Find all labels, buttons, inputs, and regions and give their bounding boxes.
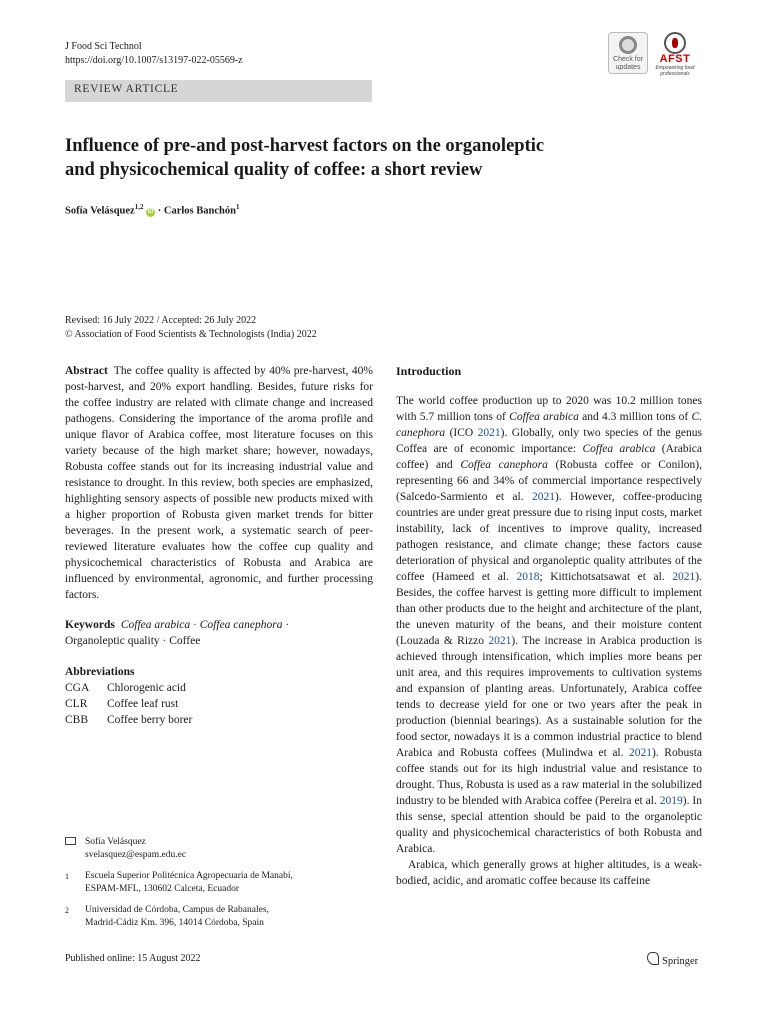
correspondence [65,836,365,862]
publisher-logo [647,952,698,967]
published-date: Published online: 15 August 2022 [65,953,201,964]
right-column [396,363,702,889]
affiliation-line-2: Madrid-Cádiz Km. 396, 14014 Córdoba, Spain [85,918,264,928]
citation-link[interactable]: 2021 [488,635,512,647]
journal-header [65,40,243,68]
article-type: REVIEW ARTICLE [74,83,179,95]
abbreviations-heading: Abbreviations [65,666,135,678]
keywords [65,617,373,649]
abbreviation-key: CGA [65,682,90,694]
abbreviation-key: CLR [65,698,88,710]
affiliation [65,870,365,896]
abbreviation-value: Coffee berry borer [107,714,193,726]
crossmark-label: Check for [613,56,643,63]
abbreviation-row [65,696,373,712]
affiliation-2 [65,904,365,930]
springer-horse-icon [647,952,659,965]
intro-paragraph: The world coffee production up to 2020 was 10.2 million tones with 5.7 million tons of Coffea arabica and 4.3 million tons of C. canephora (ICO 2021). Globally, only two species of the genus Coffea are of economic importance: Coffea arabica (Arabica coffee) and Coffea canephora (Robusta coffee or Conilon), representing 66 and 34% of commercial importance respectively (Salcedo-Sarmiento et al. 2021). However, coffee-producing countries are under great pressure due to rising input costs, market instability, lack of incentives to improve quality, increased pathogen resistance, and climate change; these factors cause deterioration of physical and organoleptic quality attributes of the coffee (Hameed et al. 2018; Kittichotsatsawat et al. 2021). Besides, the coffee harvest is getting more difficult to implement than other products due to the height and architecture of the plant, the uneven maturity of the beans, and their moisture content (Louzada & Rizzo 2021). The increase in Arabica production is achieved through intensification, which implies more beans per unit area, and this requires improvements to cultivation systems and expansion of planting areas. Unfortunately, Arabica coffee tends to decrease yield for one or two years after the peak in production (biennial bearings). As a sustainable solution for the food sector, nowadays it is a common industrial practice to blend Arabica and Robusta coffees (Mulindwa et al. 2021). Robusta coffee stands out for its high industrial value and resistance to drought. Thus, Robusta is used as a raw material in the solubilized industry to be blended with Arabica coffee (Pereira et al. 2019). In this sense, special attention should be paid to the organoleptic quality and physicochemical characteristics of both Robusta and Arabica. [396,395,702,855]
doi-link[interactable]: https://doi.org/10.1007/s13197-022-05569-z [65,55,243,66]
keywords-rest: Organoleptic quality · Coffee [65,635,201,647]
abbreviation-row [65,680,373,696]
afst-seal-icon [664,32,686,54]
keyword-separator-2: · [282,619,290,631]
crossmark-label-2: updates [615,64,641,71]
author-list [65,203,239,217]
orcid-icon[interactable]: iD [147,208,154,215]
afst-tagline: Empowering food professionals [655,65,695,77]
author-name[interactable]: Sofía Velásquez [65,205,135,217]
citation-link[interactable]: 2021 [531,491,555,503]
correspondence-name: Sofía Velásquez [85,837,146,847]
keywords-heading: Keywords [65,619,115,631]
affiliation-line-2: ESPAM-MFL, 130602 Calceta, Ecuador [85,884,240,894]
copyright-notice: © Association of Food Scientists & Technologists (India) 2022 [65,329,317,340]
header-logos [608,32,698,77]
keyword-separator: · [190,619,200,631]
abbreviation-key: CBB [65,714,89,726]
keyword-2: Coffea canephora [199,619,283,631]
affiliation-mark-2: 2 [65,906,69,915]
author-affiliation-mark-2: 1 [235,203,240,211]
affiliation-line: Universidad de Córdoba, Campus de Rabanales, [85,905,269,915]
abstract-heading: Abstract [65,365,108,377]
article-type-bar [65,80,372,102]
correspondence-block [65,836,365,938]
crossmark-icon [619,36,637,54]
abbreviations-list [65,680,373,728]
affiliation-mark: 1 [65,872,69,881]
abbreviation-value: Chlorogenic acid [107,682,186,694]
abstract [65,363,373,603]
author-separator: · [157,205,162,217]
author-name-2[interactable]: Carlos Banchón [163,205,236,217]
article-dates [65,314,317,342]
left-column [65,363,373,728]
citation-link[interactable]: 2019 [659,795,683,807]
citation-link[interactable]: 2021 [629,747,653,759]
afst-wordmark: AFST [659,53,691,65]
intro-paragraph-2: Arabica, which generally grows at higher altitudes, is a weak-bodied, acidic, and aromatic coffee because its caffeine [396,859,702,887]
citation-link[interactable]: 2018 [516,571,540,583]
title-line-2: and physicochemical quality of coffee: a short review [65,160,483,180]
revised-accepted-dates: Revised: 16 July 2022 / Accepted: 26 July 2022 [65,315,257,326]
publisher-name: Springer [662,956,699,967]
title-line-1: Influence of pre-and post-harvest factors on the organoleptic [65,136,545,156]
keyword: Coffea arabica [120,619,191,631]
check-for-updates-badge[interactable] [608,32,648,74]
afst-logo [654,32,696,77]
affiliation-line: Escuela Superior Politécnica Agropecuaria de Manabí, [85,871,293,881]
abbreviation-row [65,712,373,728]
correspondence-email[interactable]: svelasquez@espam.edu.ec [85,850,187,860]
article-title [65,134,685,182]
citation-link[interactable]: 2021 [477,427,501,439]
section-heading: Introduction [396,364,462,378]
author-affiliation-mark: 1,2 [134,203,144,211]
journal-name: J Food Sci Technol [65,41,142,52]
abbreviation-value: Coffee leaf rust [107,698,179,710]
envelope-icon [65,837,76,845]
abstract-text: The coffee quality is affected by 40% pre-harvest, 40% post-harvest, and 20% export handling. Besides, future risks for the coffee industry are related with climate change and increased pathogens. Considering the importance of the aroma profile and unique flavor of Arabica coffee, most literature focuses on this variety because of the high market share; however, nowadays, Robusta coffee stands out for its increasing industrial value and resistance to drought. In this review, both species are emphasized, highlighting sensory aspects of possible new products mixed with a higher proportion of Robusta given market trends for bitter beverages. In the present work, a systematic search of peer-reviewed literature evaluates how the coffee cup quality and physicochemical characteristics of Robusta and Arabica are influenced by environmental, agronomic, and further processing factors. [65,365,373,601]
citation-link[interactable]: 2021 [672,571,696,583]
